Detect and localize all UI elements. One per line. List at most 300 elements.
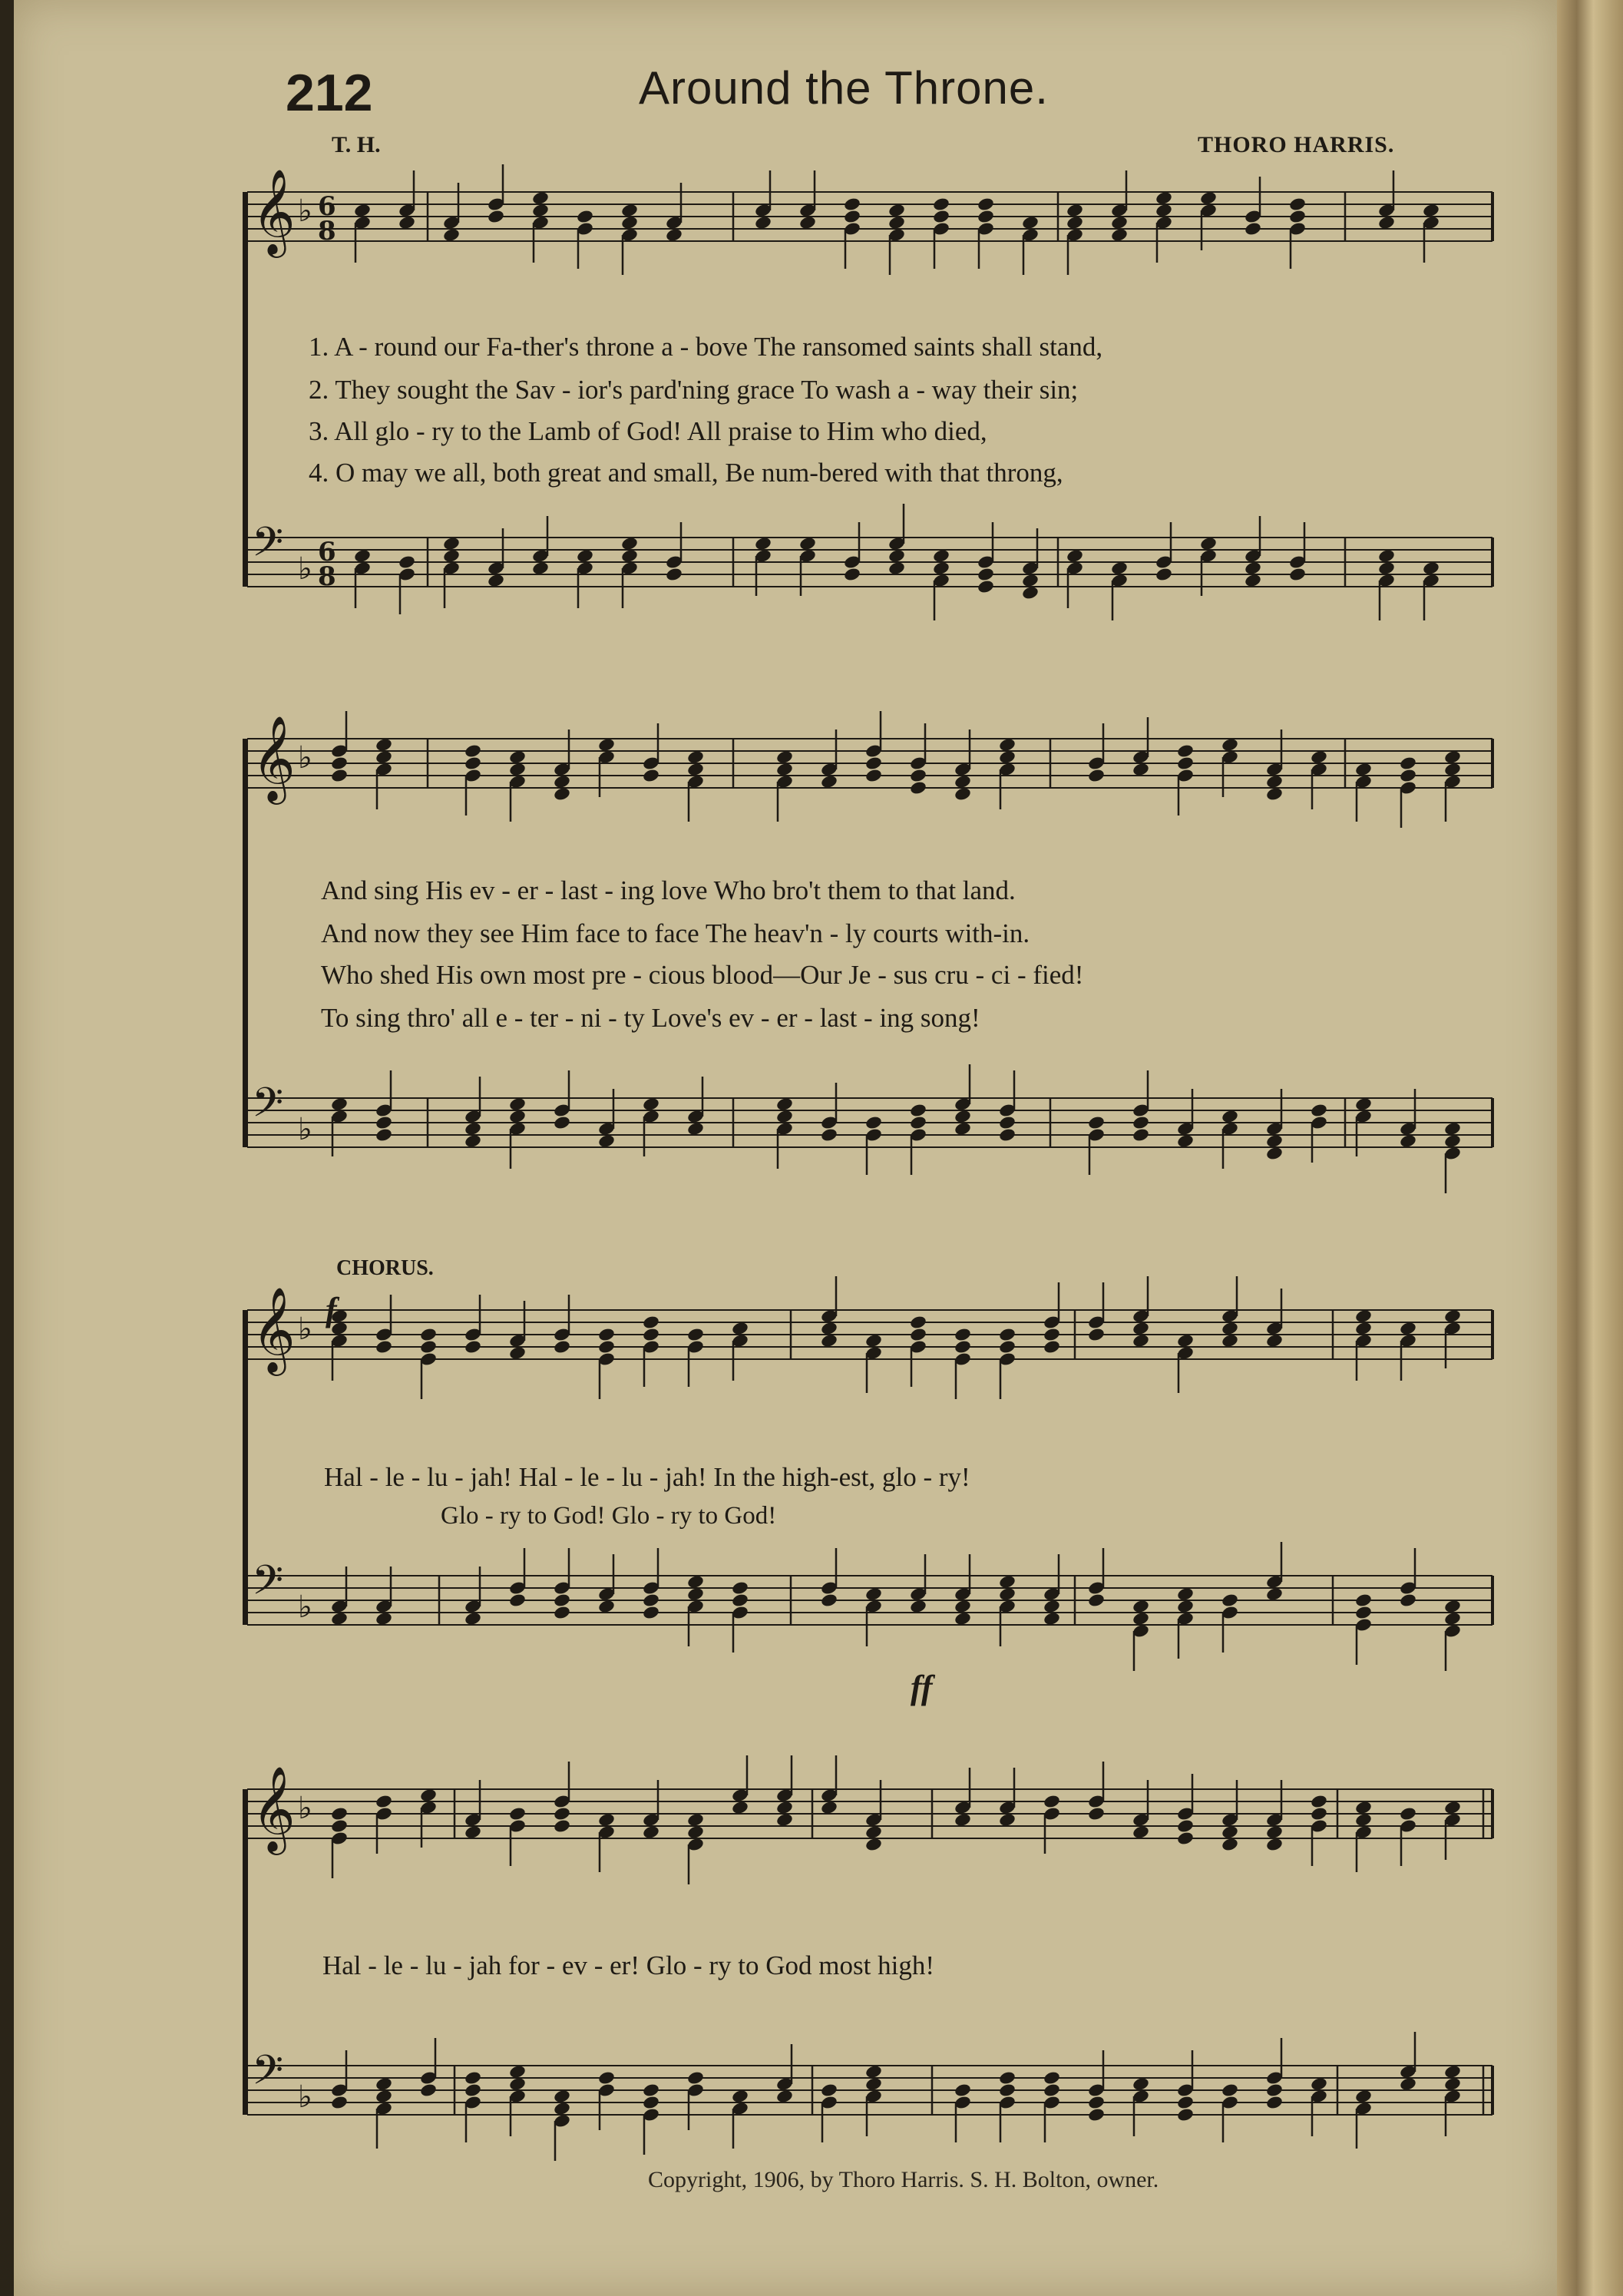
notehead — [330, 1097, 349, 1112]
notehead — [464, 2070, 482, 2086]
notehead — [1043, 1327, 1061, 1342]
notehead — [508, 2064, 527, 2079]
notehead — [1443, 1800, 1462, 1815]
notehead — [1265, 1825, 1284, 1840]
notehead — [576, 209, 594, 224]
notehead — [932, 197, 950, 212]
notehead — [888, 203, 906, 218]
notehead — [1087, 2095, 1106, 2110]
notehead — [1399, 2076, 1417, 2092]
notehead — [375, 1127, 393, 1143]
notehead — [998, 737, 1016, 753]
notehead — [1443, 1599, 1462, 1614]
notehead — [909, 1327, 927, 1342]
notehead — [843, 209, 861, 224]
notehead — [1043, 1794, 1061, 1809]
notehead — [398, 554, 416, 570]
system-bracket — [243, 192, 248, 587]
notehead — [1422, 203, 1440, 218]
notehead — [553, 1593, 571, 1608]
notehead — [576, 548, 594, 564]
notehead — [508, 749, 527, 765]
notehead — [508, 1593, 527, 1608]
notehead — [531, 561, 550, 576]
notehead — [864, 1586, 883, 1602]
notehead — [1176, 1831, 1195, 1846]
notehead — [1354, 2089, 1373, 2104]
notehead — [977, 197, 995, 212]
notehead — [1043, 1339, 1061, 1355]
notehead — [419, 2083, 438, 2098]
notehead — [686, 1586, 705, 1602]
notehead — [954, 786, 972, 802]
notehead — [775, 1109, 794, 1124]
notehead — [1066, 548, 1084, 564]
notehead — [330, 768, 349, 783]
notehead — [1132, 2076, 1150, 2092]
lyric-line: 1. A - round our Fa-ther's throne a - bove The ransomed saints shall stand, — [309, 332, 1103, 362]
notehead — [864, 1837, 883, 1852]
key-flat: ♭ — [298, 1590, 312, 1625]
notehead — [464, 2083, 482, 2098]
notehead — [553, 1115, 571, 1130]
key-flat: ♭ — [298, 551, 312, 587]
notehead — [419, 1339, 438, 1355]
notehead — [464, 756, 482, 771]
notehead — [597, 1133, 616, 1149]
notehead — [1288, 567, 1307, 582]
notehead — [798, 215, 817, 230]
notehead — [820, 774, 838, 789]
notehead — [977, 567, 995, 582]
notehead — [375, 1339, 393, 1355]
notehead — [1132, 762, 1150, 777]
notehead — [820, 1127, 838, 1143]
notehead — [1110, 227, 1129, 243]
notehead — [330, 2095, 349, 2110]
notehead — [731, 1580, 749, 1596]
notehead — [686, 762, 705, 777]
notehead — [954, 1812, 972, 1828]
notehead — [1132, 1333, 1150, 1348]
notehead — [909, 768, 927, 783]
notehead — [1354, 1308, 1373, 1324]
notehead — [597, 2070, 616, 2086]
key-flat: ♭ — [298, 740, 312, 776]
notehead — [1043, 1599, 1061, 1614]
lyric-line: Hal - le - lu - jah for - ev - er! Glo - ry to God most high! — [322, 1950, 935, 1980]
notehead — [1199, 536, 1218, 551]
hymn-number: 212 — [286, 64, 373, 122]
notehead — [330, 756, 349, 771]
notehead — [932, 548, 950, 564]
notehead — [1176, 1133, 1195, 1149]
notehead — [1265, 774, 1284, 789]
system-bracket — [243, 739, 248, 1147]
notehead — [553, 2101, 571, 2116]
notehead — [1087, 1806, 1106, 1821]
notehead — [1399, 768, 1417, 783]
notehead — [1354, 1800, 1373, 1815]
notehead — [464, 1339, 482, 1355]
notehead — [597, 1327, 616, 1342]
notehead — [1443, 2064, 1462, 2079]
notehead — [508, 1109, 527, 1124]
notehead — [864, 1333, 883, 1348]
notehead — [665, 227, 683, 243]
notehead — [1443, 1121, 1462, 1136]
notehead — [620, 215, 639, 230]
lyric-line: 3. All glo - ry to the Lamb of God! All praise to Him who died, — [309, 416, 987, 446]
notehead — [909, 1599, 927, 1614]
notehead — [932, 209, 950, 224]
notehead — [686, 2070, 705, 2086]
notehead — [597, 1599, 616, 1614]
notehead — [820, 1333, 838, 1348]
notehead — [642, 2095, 660, 2110]
notehead — [1377, 561, 1396, 576]
key-flat: ♭ — [298, 1791, 312, 1826]
notehead — [954, 774, 972, 789]
notehead — [954, 1327, 972, 1342]
dynamic-mark: ff — [911, 1669, 933, 1706]
time-signature: 6 — [318, 537, 336, 567]
notehead — [375, 737, 393, 753]
notehead — [1176, 1818, 1195, 1834]
notehead — [686, 1327, 705, 1342]
treble-clef: 𝄞 — [252, 168, 296, 254]
notehead — [864, 1825, 883, 1840]
notehead — [820, 1800, 838, 1815]
notehead — [1221, 1825, 1239, 1840]
notehead — [508, 2076, 527, 2092]
notehead — [419, 1327, 438, 1342]
hymn-title: Around the Throne. — [639, 62, 1049, 114]
notehead — [442, 536, 461, 551]
notehead — [864, 768, 883, 783]
notehead — [1087, 768, 1106, 783]
notehead — [1221, 1321, 1239, 1336]
notehead — [1244, 573, 1262, 588]
notehead — [1310, 1794, 1328, 1809]
notehead — [553, 786, 571, 802]
notehead — [553, 2089, 571, 2104]
notehead — [1221, 1333, 1239, 1348]
notehead — [1176, 1599, 1195, 1614]
notehead — [1377, 215, 1396, 230]
notehead — [1265, 786, 1284, 802]
notehead — [330, 1818, 349, 1834]
dynamic-mark: f — [326, 1291, 337, 1328]
notehead — [1443, 1133, 1462, 1149]
notehead — [1244, 561, 1262, 576]
notehead — [642, 1825, 660, 1840]
notehead — [597, 737, 616, 753]
key-flat: ♭ — [298, 1312, 312, 1347]
notehead — [1021, 585, 1040, 600]
notehead — [1155, 190, 1173, 206]
notehead — [1265, 2095, 1284, 2110]
notehead — [1265, 1146, 1284, 1161]
notehead — [642, 768, 660, 783]
lyric-line: Who shed His own most pre - cious blood—Our Je - sus cru - ci - fied! — [321, 960, 1084, 990]
notehead — [932, 561, 950, 576]
notehead — [686, 1574, 705, 1590]
chorus-label: CHORUS. — [336, 1256, 434, 1280]
notehead — [1176, 2107, 1195, 2122]
notehead — [642, 2083, 660, 2098]
notehead — [1176, 2095, 1195, 2110]
notehead — [464, 743, 482, 759]
notehead — [1176, 1333, 1195, 1348]
notehead — [888, 548, 906, 564]
notehead — [531, 203, 550, 218]
notehead — [1399, 1133, 1417, 1149]
notehead — [419, 1788, 438, 1803]
notehead — [1310, 1806, 1328, 1821]
notehead — [1043, 2070, 1061, 2086]
notehead — [843, 197, 861, 212]
notehead — [375, 2076, 393, 2092]
notehead — [442, 548, 461, 564]
notehead — [998, 1574, 1016, 1590]
notehead — [909, 1315, 927, 1330]
notehead — [620, 203, 639, 218]
notehead — [531, 190, 550, 206]
notehead — [464, 1825, 482, 1840]
notehead — [731, 1593, 749, 1608]
notehead — [954, 2083, 972, 2098]
notehead — [1399, 756, 1417, 771]
notehead — [1087, 2107, 1106, 2122]
key-flat: ♭ — [298, 1112, 312, 1147]
notehead — [553, 774, 571, 789]
music-composer: THORO HARRIS. — [1198, 132, 1395, 157]
notehead — [775, 1097, 794, 1112]
system-bracket — [243, 1310, 248, 1625]
notehead — [1443, 1611, 1462, 1626]
notehead — [1043, 2083, 1061, 2098]
notehead — [1087, 1327, 1106, 1342]
treble-clef: 𝄞 — [252, 1765, 296, 1851]
notehead — [998, 1339, 1016, 1355]
notehead — [1176, 743, 1195, 759]
notehead — [998, 1127, 1016, 1143]
lyric-line: Hal - le - lu - jah! Hal - le - lu - jah! In the high-est, glo - ry! — [324, 1462, 970, 1492]
lyric-line: 2. They sought the Sav - ior's pard'ning grace To wash a - way their sin; — [309, 375, 1079, 405]
notehead — [909, 1115, 927, 1130]
notehead — [330, 1611, 349, 1626]
lyric-line: 4. O may we all, both great and small, Be num-bered with that throng, — [309, 458, 1063, 488]
notehead — [998, 1586, 1016, 1602]
notehead — [1354, 1812, 1373, 1828]
notehead — [464, 1611, 482, 1626]
notehead — [1443, 1308, 1462, 1324]
notehead — [1265, 1333, 1284, 1348]
notehead — [909, 780, 927, 796]
notehead — [1221, 2083, 1239, 2098]
notehead — [487, 209, 505, 224]
notehead — [1354, 1605, 1373, 1620]
notehead — [731, 1321, 749, 1336]
notehead — [1221, 1109, 1239, 1124]
notehead — [798, 536, 817, 551]
bass-clef: 𝄢 — [252, 1080, 284, 1136]
notehead — [1087, 1593, 1106, 1608]
notehead — [1021, 573, 1040, 588]
notehead — [998, 1327, 1016, 1342]
words-author: T. H. — [332, 132, 381, 157]
notehead — [820, 1321, 838, 1336]
notehead — [888, 215, 906, 230]
notehead — [864, 2076, 883, 2092]
notehead — [1422, 561, 1440, 576]
notehead — [909, 1103, 927, 1118]
notehead — [998, 749, 1016, 765]
notehead — [754, 536, 772, 551]
lyric-line: And now they see Him face to face The heav'n - ly courts with-in. — [321, 918, 1030, 948]
notehead — [375, 1794, 393, 1809]
notehead — [1265, 1133, 1284, 1149]
notehead — [1132, 1599, 1150, 1614]
notehead — [775, 749, 794, 765]
notehead — [1221, 737, 1239, 753]
notehead — [464, 1121, 482, 1136]
time-signature: 8 — [318, 561, 336, 592]
notehead — [820, 1593, 838, 1608]
notehead — [642, 1097, 660, 1112]
notehead — [553, 1605, 571, 1620]
notehead — [597, 1339, 616, 1355]
lyric-line: To sing thro' all e - ter - ni - ty Love's ev - er - last - ing song! — [321, 1003, 980, 1033]
time-signature: 6 — [318, 191, 336, 222]
notehead — [1132, 1611, 1150, 1626]
notehead — [442, 227, 461, 243]
notehead — [1132, 1825, 1150, 1840]
notehead — [642, 1327, 660, 1342]
notehead — [1399, 1806, 1417, 1821]
notehead — [1155, 567, 1173, 582]
notehead — [977, 579, 995, 594]
notehead — [1265, 2083, 1284, 2098]
notehead — [998, 2083, 1016, 2098]
notehead — [375, 1611, 393, 1626]
notehead — [686, 1812, 705, 1828]
notehead — [508, 1806, 527, 1821]
notehead — [1354, 1321, 1373, 1336]
notehead — [1310, 2076, 1328, 2092]
notehead — [1110, 561, 1129, 576]
notehead — [1443, 2076, 1462, 2092]
notehead — [1443, 762, 1462, 777]
notehead — [1310, 1103, 1328, 1118]
notehead — [1066, 203, 1084, 218]
notehead — [508, 762, 527, 777]
notehead — [998, 2070, 1016, 2086]
notehead — [820, 2083, 838, 2098]
notehead — [665, 567, 683, 582]
notehead — [553, 1339, 571, 1355]
notehead — [954, 1109, 972, 1124]
notehead — [1244, 221, 1262, 237]
notehead — [1354, 1593, 1373, 1608]
notehead — [864, 756, 883, 771]
notehead — [1066, 215, 1084, 230]
notehead — [731, 1800, 749, 1815]
notehead — [1155, 203, 1173, 218]
notehead — [1310, 749, 1328, 765]
notehead — [864, 2064, 883, 2079]
bass-clef: 𝄢 — [252, 2047, 284, 2104]
treble-clef: 𝄞 — [252, 1286, 296, 1372]
echo-lyric-line: Glo - ry to God! Glo - ry to God! — [441, 1502, 777, 1530]
notehead — [954, 1339, 972, 1355]
notehead — [998, 1812, 1016, 1828]
notehead — [1354, 762, 1373, 777]
notehead — [686, 1825, 705, 1840]
notehead — [508, 1097, 527, 1112]
notehead — [1021, 215, 1040, 230]
system-bracket — [243, 1789, 248, 2115]
notehead — [998, 1115, 1016, 1130]
notehead — [1199, 190, 1218, 206]
notehead — [597, 1812, 616, 1828]
notehead — [754, 215, 772, 230]
notehead — [642, 1315, 660, 1330]
notehead — [620, 548, 639, 564]
notehead — [642, 1605, 660, 1620]
notehead — [353, 548, 372, 564]
notehead — [375, 2089, 393, 2104]
notehead — [1132, 1321, 1150, 1336]
notehead — [775, 1812, 794, 1828]
notehead — [1132, 1127, 1150, 1143]
lyric-line: And sing His ev - er - last - ing love Who bro't them to that land. — [321, 875, 1016, 905]
treble-clef: 𝄞 — [252, 715, 296, 801]
notehead — [330, 1806, 349, 1821]
time-signature: 8 — [318, 216, 336, 246]
notehead — [642, 1593, 660, 1608]
notehead — [1288, 209, 1307, 224]
notehead — [398, 215, 416, 230]
notehead — [487, 573, 505, 588]
notehead — [464, 1133, 482, 1149]
notehead — [686, 1121, 705, 1136]
notehead — [1087, 1115, 1106, 1130]
notehead — [954, 1599, 972, 1614]
notehead — [1354, 1097, 1373, 1112]
key-flat: ♭ — [298, 194, 312, 229]
notehead — [553, 1818, 571, 1834]
notehead — [775, 1800, 794, 1815]
notehead — [1043, 1611, 1061, 1626]
notehead — [620, 536, 639, 551]
notehead — [888, 561, 906, 576]
notehead — [375, 749, 393, 765]
notehead — [1221, 1837, 1239, 1852]
bass-clef: 𝄢 — [252, 1557, 284, 1614]
notehead — [508, 1345, 527, 1361]
notehead — [775, 2089, 794, 2104]
notehead — [1265, 1586, 1284, 1602]
key-flat: ♭ — [298, 2079, 312, 2115]
copyright-notice: Copyright, 1906, by Thoro Harris. S. H. Bolton, owner. — [648, 2167, 1159, 2192]
notehead — [353, 203, 372, 218]
notehead — [375, 1115, 393, 1130]
notehead — [1265, 1837, 1284, 1852]
notehead — [954, 1611, 972, 1626]
notehead — [1132, 1115, 1150, 1130]
